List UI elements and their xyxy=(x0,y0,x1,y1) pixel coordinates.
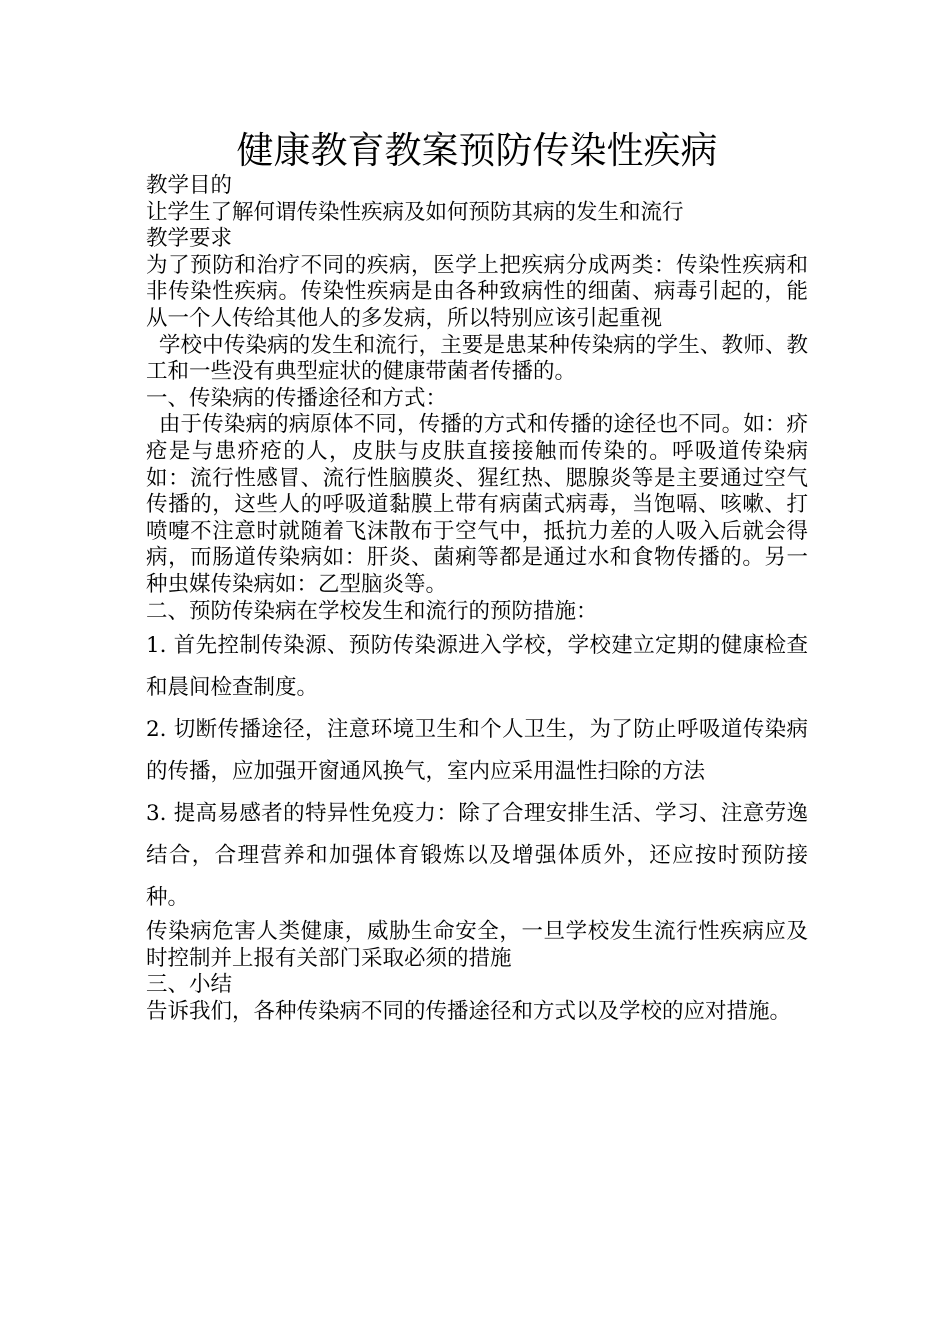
prevention-item-1: 1. 首先控制传染源、预防传染源进入学校，学校建立定期的健康检查和晨间检查制度。 xyxy=(146,633,808,701)
section-heading-summary: 三、小结 xyxy=(146,972,233,998)
objective-text: 让学生了解何谓传染性疾病及如何预防其病的发生和流行 xyxy=(146,199,684,225)
school-spread-paragraph: 学校中传染病的发生和流行，主要是患某种传染病的学生、教师、教工和一些没有典型症状的健康带菌者传播的。 xyxy=(146,332,808,385)
section-heading-transmission: 一、传染病的传播途径和方式： xyxy=(146,385,448,411)
prevention-item-3: 3. 提高易感者的特异性免疫力：除了合理安排生活、学习、注意劳逸结合，合理营养和加强体育锻炼以及增强体质外，还应按时预防接种。 xyxy=(146,801,808,911)
document-body xyxy=(146,173,808,1025)
requirements-paragraph: 为了预防和治疗不同的疾病，医学上把疾病分成两类：传染性疾病和非传染性疾病。传染性疾病是由各种致病性的细菌、病毒引起的，能从一个人传给其他人的多发病，所以特别应该引起重视 xyxy=(146,252,808,331)
section-heading-objective: 教学目的 xyxy=(146,173,233,198)
prevention-item-2: 2. 切断传播途径，注意环境卫生和个人卫生，为了防止呼吸道传染病的传播，应加强开窗通风换气，室内应采用温性扫除的方法 xyxy=(146,717,808,785)
section-heading-prevention: 二、预防传染病在学校发生和流行的预防措施： xyxy=(146,598,598,624)
hazard-paragraph: 传染病危害人类健康，威胁生命安全，一旦学校发生流行性疾病应及时控制并上报有关部门采取必须的措施 xyxy=(146,919,808,971)
section-heading-requirements: 教学要求 xyxy=(146,226,233,252)
document-title: 健康教育教案预防传染性疾病 xyxy=(236,129,718,172)
summary-paragraph: 告诉我们，各种传染病不同的传播途径和方式以及学校的应对措施。 xyxy=(146,998,792,1024)
transmission-paragraph: 由于传染病的病原体不同，传播的方式和传播的途径也不同。如：疥疮是与患疥疮的人，皮肤与皮肤直接接触而传染的。呼吸道传染病如：流行性感冒、流行性脑膜炎、猩红热、腮腺炎等是主要通过空气传播的，这些人的呼吸道黏膜上带有病菌式病毒，当饱嗝、咳嗽、打喷嚏不注意时就随着飞沫散布于空气中，抵抗力差的人吸入后就会得病，而肠道传染病如：肝炎、菌痢等都是通过水和食物传播的。另一种虫媒传染病如：乙型脑炎等。 xyxy=(146,412,808,597)
